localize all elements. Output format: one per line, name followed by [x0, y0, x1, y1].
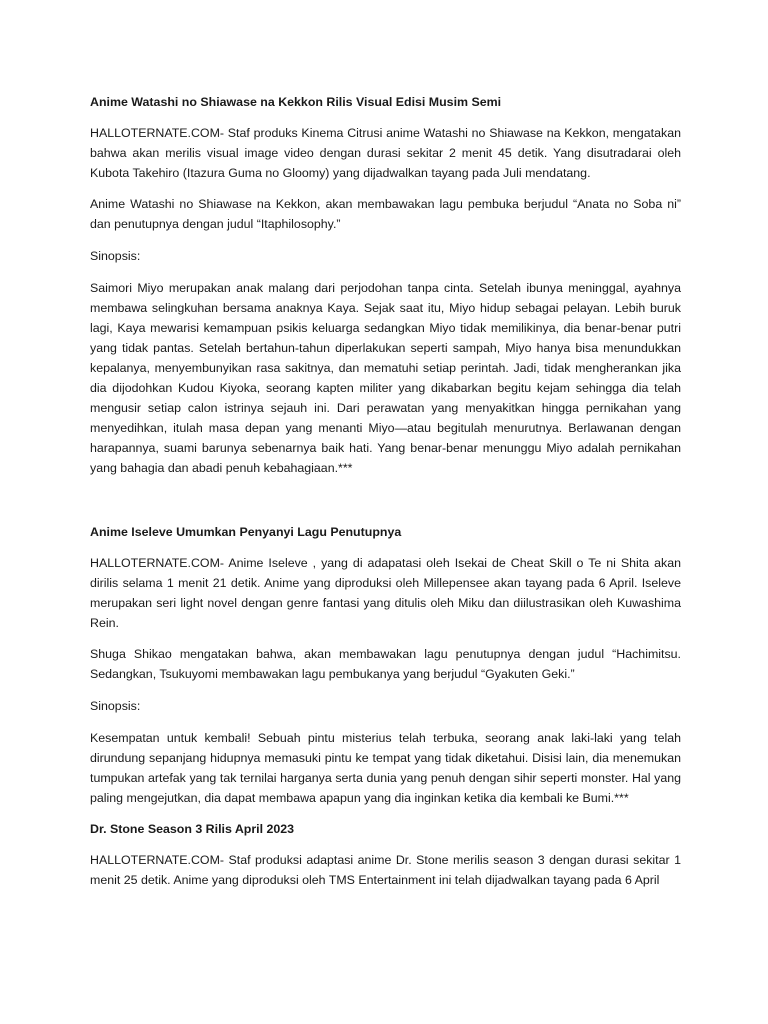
document-page	[90, 92, 681, 890]
article-paragraph: HALLOTERNATE.COM- Staf produks Kinema Citrusi anime Watashi no Shiawase na Kekkon, mengatakan bahwa akan merilis visual image video dengan durasi sekitar 2 menit 45 detik. Yang disutradarai oleh Kubota Takehiro (Itazura Guma no Gloomy) yang dijadwalkan tayang pada Juli mendatang.	[90, 126, 681, 180]
synopsis-label: Sinopsis:	[90, 249, 141, 263]
synopsis-paragraph: Saimori Miyo merupakan anak malang dari perjodohan tanpa cinta. Setelah ibunya meninggal, ayahnya membawa selingkuhan bersama anaknya Kaya. Sejak saat itu, Miyo hidup sebagai pelayan. Lebih buruk lagi, Kaya mewarisi kemampuan psikis keluarga sedangkan Miyo tidak memilikinya, dia benar-benar putri yang tidak pantas. Setelah bertahun-tahun diperlakukan seperti sampah, Miyo hanya bisa menundukkan kepalanya, menyembunyikan rasa sakitnya, dan mematuhi setiap perintah. Jadi, tidak mengherankan jika dia dijodohkan Kudou Kiyoka, seorang kapten militer yang dikabarkan begitu kejam sehingga dia telah mengusir setiap calon istrinya sejauh ini. Dari perawatan yang menyakitkan hingga pernikahan yang menyedihkan, itulah masa depan yang menanti Miyo—atau begitulah menurutnya. Berlawanan dengan harapannya, suami barunya sebenarnya baik hati. Yang benar-benar menunggu Miyo adalah pernikahan yang bahagia dan abadi penuh kebahagiaan.***	[90, 281, 681, 475]
article-title: Anime Watashi no Shiawase na Kekkon Rilis Visual Edisi Musim Semi	[90, 95, 502, 109]
article-title: Dr. Stone Season 3 Rilis April 2023	[90, 822, 295, 836]
article-paragraph: HALLOTERNATE.COM- Anime Iseleve , yang di adapatasi oleh Isekai de Cheat Skill o Te ni Shita akan dirilis selama 1 menit 21 detik. Anime yang diproduksi oleh Millepensee akan tayang pada 6 April. Iseleve merupakan seri light novel dengan genre fantasi yang ditulis oleh Miku dan diilustrasikan oleh Kuwashima Rein.	[90, 556, 681, 630]
article-paragraph: Shuga Shikao mengatakan bahwa, akan membawakan lagu penutupnya dengan judul “Hachimitsu. Sedangkan, Tsukuyomi membawakan lagu pembukanya yang berjudul “Gyakuten Geki.”	[90, 647, 681, 681]
synopsis-label: Sinopsis:	[90, 699, 141, 713]
article-paragraph: HALLOTERNATE.COM- Staf produksi adaptasi anime Dr. Stone merilis season 3 dengan durasi sekitar 1 menit 25 detik. Anime yang diproduksi oleh TMS Entertainment ini telah dijadwalkan tayang pada 6 April	[90, 853, 681, 887]
synopsis-paragraph: Kesempatan untuk kembali! Sebuah pintu misterius telah terbuka, seorang anak laki-laki yang telah dirundung sepanjang hidupnya memasuki pintu ke tempat yang tidak diketahui. Disisi lain, dia menemukan tumpukan artefak yang tak ternilai harganya serta dunia yang penuh dengan sihir seperti monster. Hal yang paling mengejutkan, dia dapat membawa apapun yang dia inginkan ketika dia kembali ke Bumi.***	[90, 731, 681, 805]
article-paragraph: Anime Watashi no Shiawase na Kekkon, akan membawakan lagu pembuka berjudul “Anata no Soba ni” dan penutupnya dengan judul “Itaphilosophy.”	[90, 197, 681, 231]
article-title: Anime Iseleve Umumkan Penyanyi Lagu Penutupnya	[90, 525, 402, 539]
